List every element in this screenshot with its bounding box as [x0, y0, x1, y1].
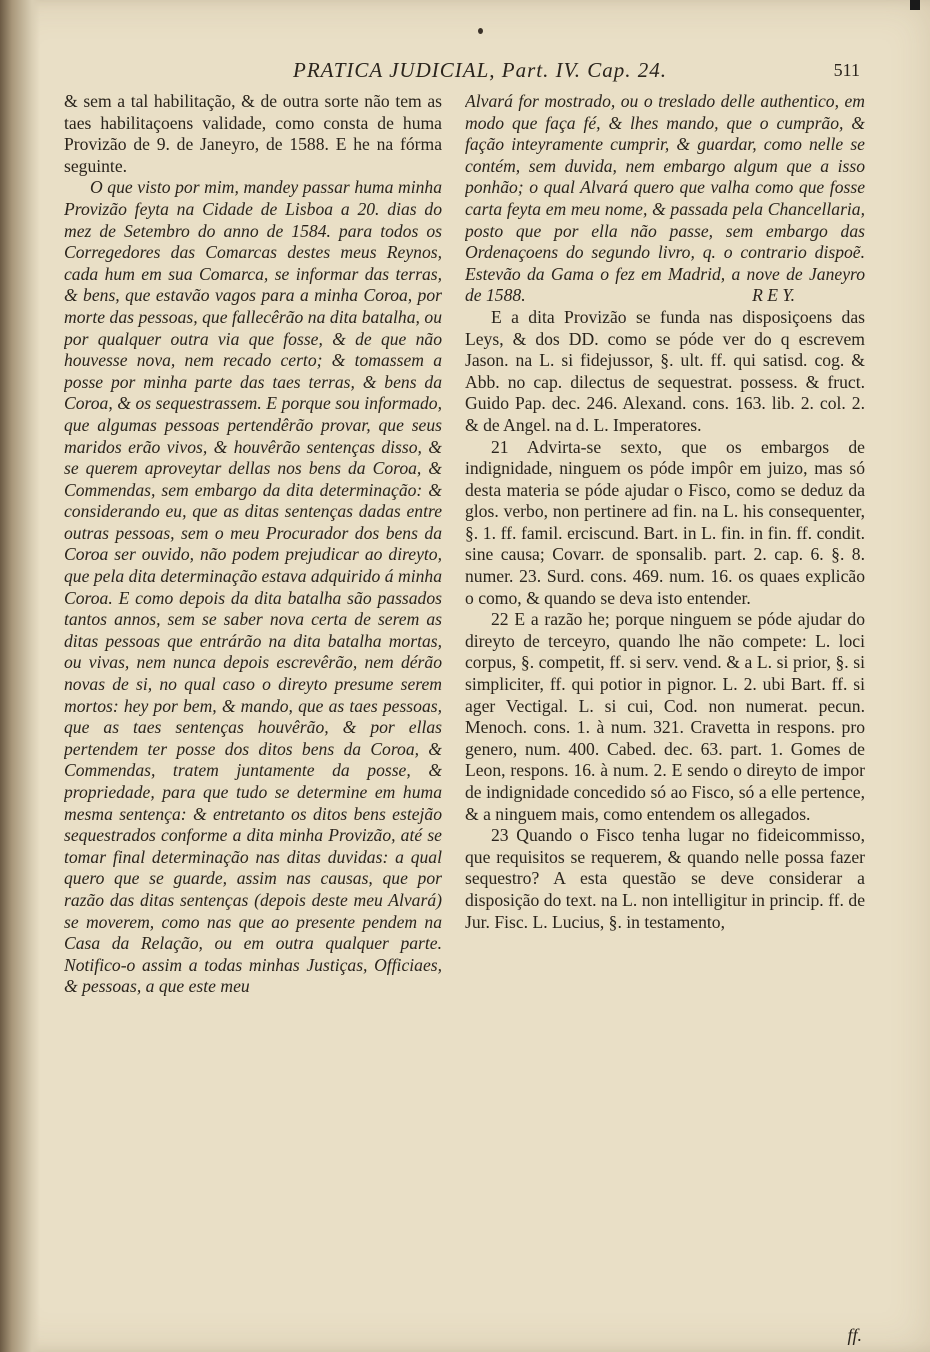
ink-spot [478, 28, 483, 34]
signature-rey: R E Y. [752, 285, 795, 306]
left-column [64, 91, 442, 1321]
page-number: 511 [833, 60, 860, 80]
running-head: PRATICA JUDICIAL, Part. IV. Cap. 24. [293, 58, 667, 82]
paragraph-decree-continued: Alvará for mostrado, ou o treslado delle authentico, em modo que faça fé, & lhes mando, que o cumprão, & fação inteyramente cumprir, & guardar, como nelle se contém, sem duvida, nem embargo algum que a isso ponhão; o qual Alvará quero que valha como que fosse carta feyta em meu nome, & passada pela Chancellaria, posto que por ella não passe, sem embargo das Ordenaçoens do segundo livro, q. o contrario dispoẽ. Estevão da Gama o fez em Madrid, a nove de Janeyro de 1588. [465, 91, 865, 306]
corner-mark [910, 0, 920, 10]
binding-gutter [0, 0, 40, 1352]
paragraph-23: 23 Quando o Fisco tenha lugar no fideicommisso, que requisitos se requerem, & quando nelle possa fazer sequestro? A esta questão se deve considerar a disposição do text. na L. non intelligitur in princip. ff. de Jur. Fisc. L. Lucius, §. in testamento, [465, 825, 865, 932]
paragraph-22: 22 E a razão he; porque ninguem se póde ajudar do direyto de terceyro, quando lhe não compete: L. loci corpus, §. competit, ff. si serv. vend. & a L. si prior, §. si simpliciter, ff. qui potior in pignor. L. 2. ubi Bart. ff. si ager Vectigal. L. si cui, Cod. non numerat. pecun. Menoch. cons. 1. à num. 321. Cravetta in respons. pro genero, num. 400. Cabed. dec. 63. part. 1. Gomes de Leon, respons. 16. à num. 2. E sendo o direyto de impor de indignidade concedido só ao Fisco, só a elle pertence, & a ninguem mais, como entendem os allegados. [465, 609, 865, 824]
paragraph-21: 21 Advirta-se sexto, que os embargos de indignidade, ninguem os póde impôr em juizo, mas só desta materia se póde ajudar o Fisco, como se deduz da glos. verbo, non pertinere ad fin. na L. his consequenter, §. 1. ff. famil. erciscund. Bart. in L. fin. in fin. ff. condit. sine causa; Covarr. de sponsalib. part. 2. cap. 6. §. 8. numer. 23. Surd. cons. 469. num. 16. os quaes explicão o como, & quando se deva isto entender. [465, 436, 865, 608]
catchword: ff. [847, 1325, 862, 1345]
paragraph-provizao: E a dita Provizão se funda nas disposiçoens das Leys, & dos DD. como se póde ver do q escrevem Jason. na L. si fidejussor, §. ult. ff. qui satisd. cog. & Abb. no cap. dilectus de sequestrat. possess. & fruct. Guido Pap. dec. 246. Alexand. cons. 163. lib. 2. col. 2. & de Angel. na d. L. Imperatores. [465, 306, 865, 435]
paragraph-decree: O que visto por mim, mandey passar huma minha Provizão feyta na Cidade de Lisboa a 20. dias do mez de Setembro do anno de 1584. para todos os Corregedores das Comarcas destes meus Reynos, cada hum em sua Comarca, se informar das terras, & bens, que estavão vagos para a minha Coroa, por morte das pessoas, que fallecêrão na dita batalha, ou por qualquer outra via que fosse, & de que não houvesse nova, nem recado certo; & tomassem a posse por minha parte das taes terras, & bens da Coroa, & os sequestrassem. E porque sou informado, que algumas pessoas pertendêrão provar, que seus maridos erão vivos, & houvêrão sentenças disso, & se querem aproveytar dellas nos bens da Coroa, & Commendas, sem embargo da dita determinação: & considerando eu, que as ditas sentenças dadas entre outras pessoas, sem o meu Procurador dos bens da Coroa ser ouvido, não podem prejudicar ao direyto, que pela dita determinação estava adquirido á minha Coroa. E como depois da dita batalha são passados tantos annos, sem se saber nova certa de serem as ditas pessoas que entrárão na dita batalha mortas, ou vivas, nem nunca depois escrevêrão, nem dérão novas de si, no qual caso o direyto presume serem mortos: hey por bem, & mando, que as taes pessoas, que as taes sentenças houvêrão, & por ellas pertendem ter posse dos ditos bens da Coroa, & Commendas, tratem juntamente da posse, & propriedade, para que tudo se determine em huma mesma sentença: & entretanto os ditos bens estejão sequestrados conforme a dita minha Provizão, até se tomar final determinação nas ditas duvidas: a qual quero que se guarde, assim nas causas, que por razão das ditas sentenças (depois deste meu Alvará) se moverem, como nas que ao presente pendem na Casa da Relação, ou em outra qualquer parte. Notifico-o assim a todas minhas Justiças, Officiaes, & pessoas, a que este meu [64, 177, 442, 997]
right-column [465, 91, 865, 1321]
paragraph-intro: & sem a tal habilitação, & de outra sorte não tem as taes habilitaçoens validade, como consta de huma Provizão de 9. de Janeyro, de 1588. E he na fórma seguinte. [64, 91, 442, 176]
page-header [60, 58, 860, 88]
